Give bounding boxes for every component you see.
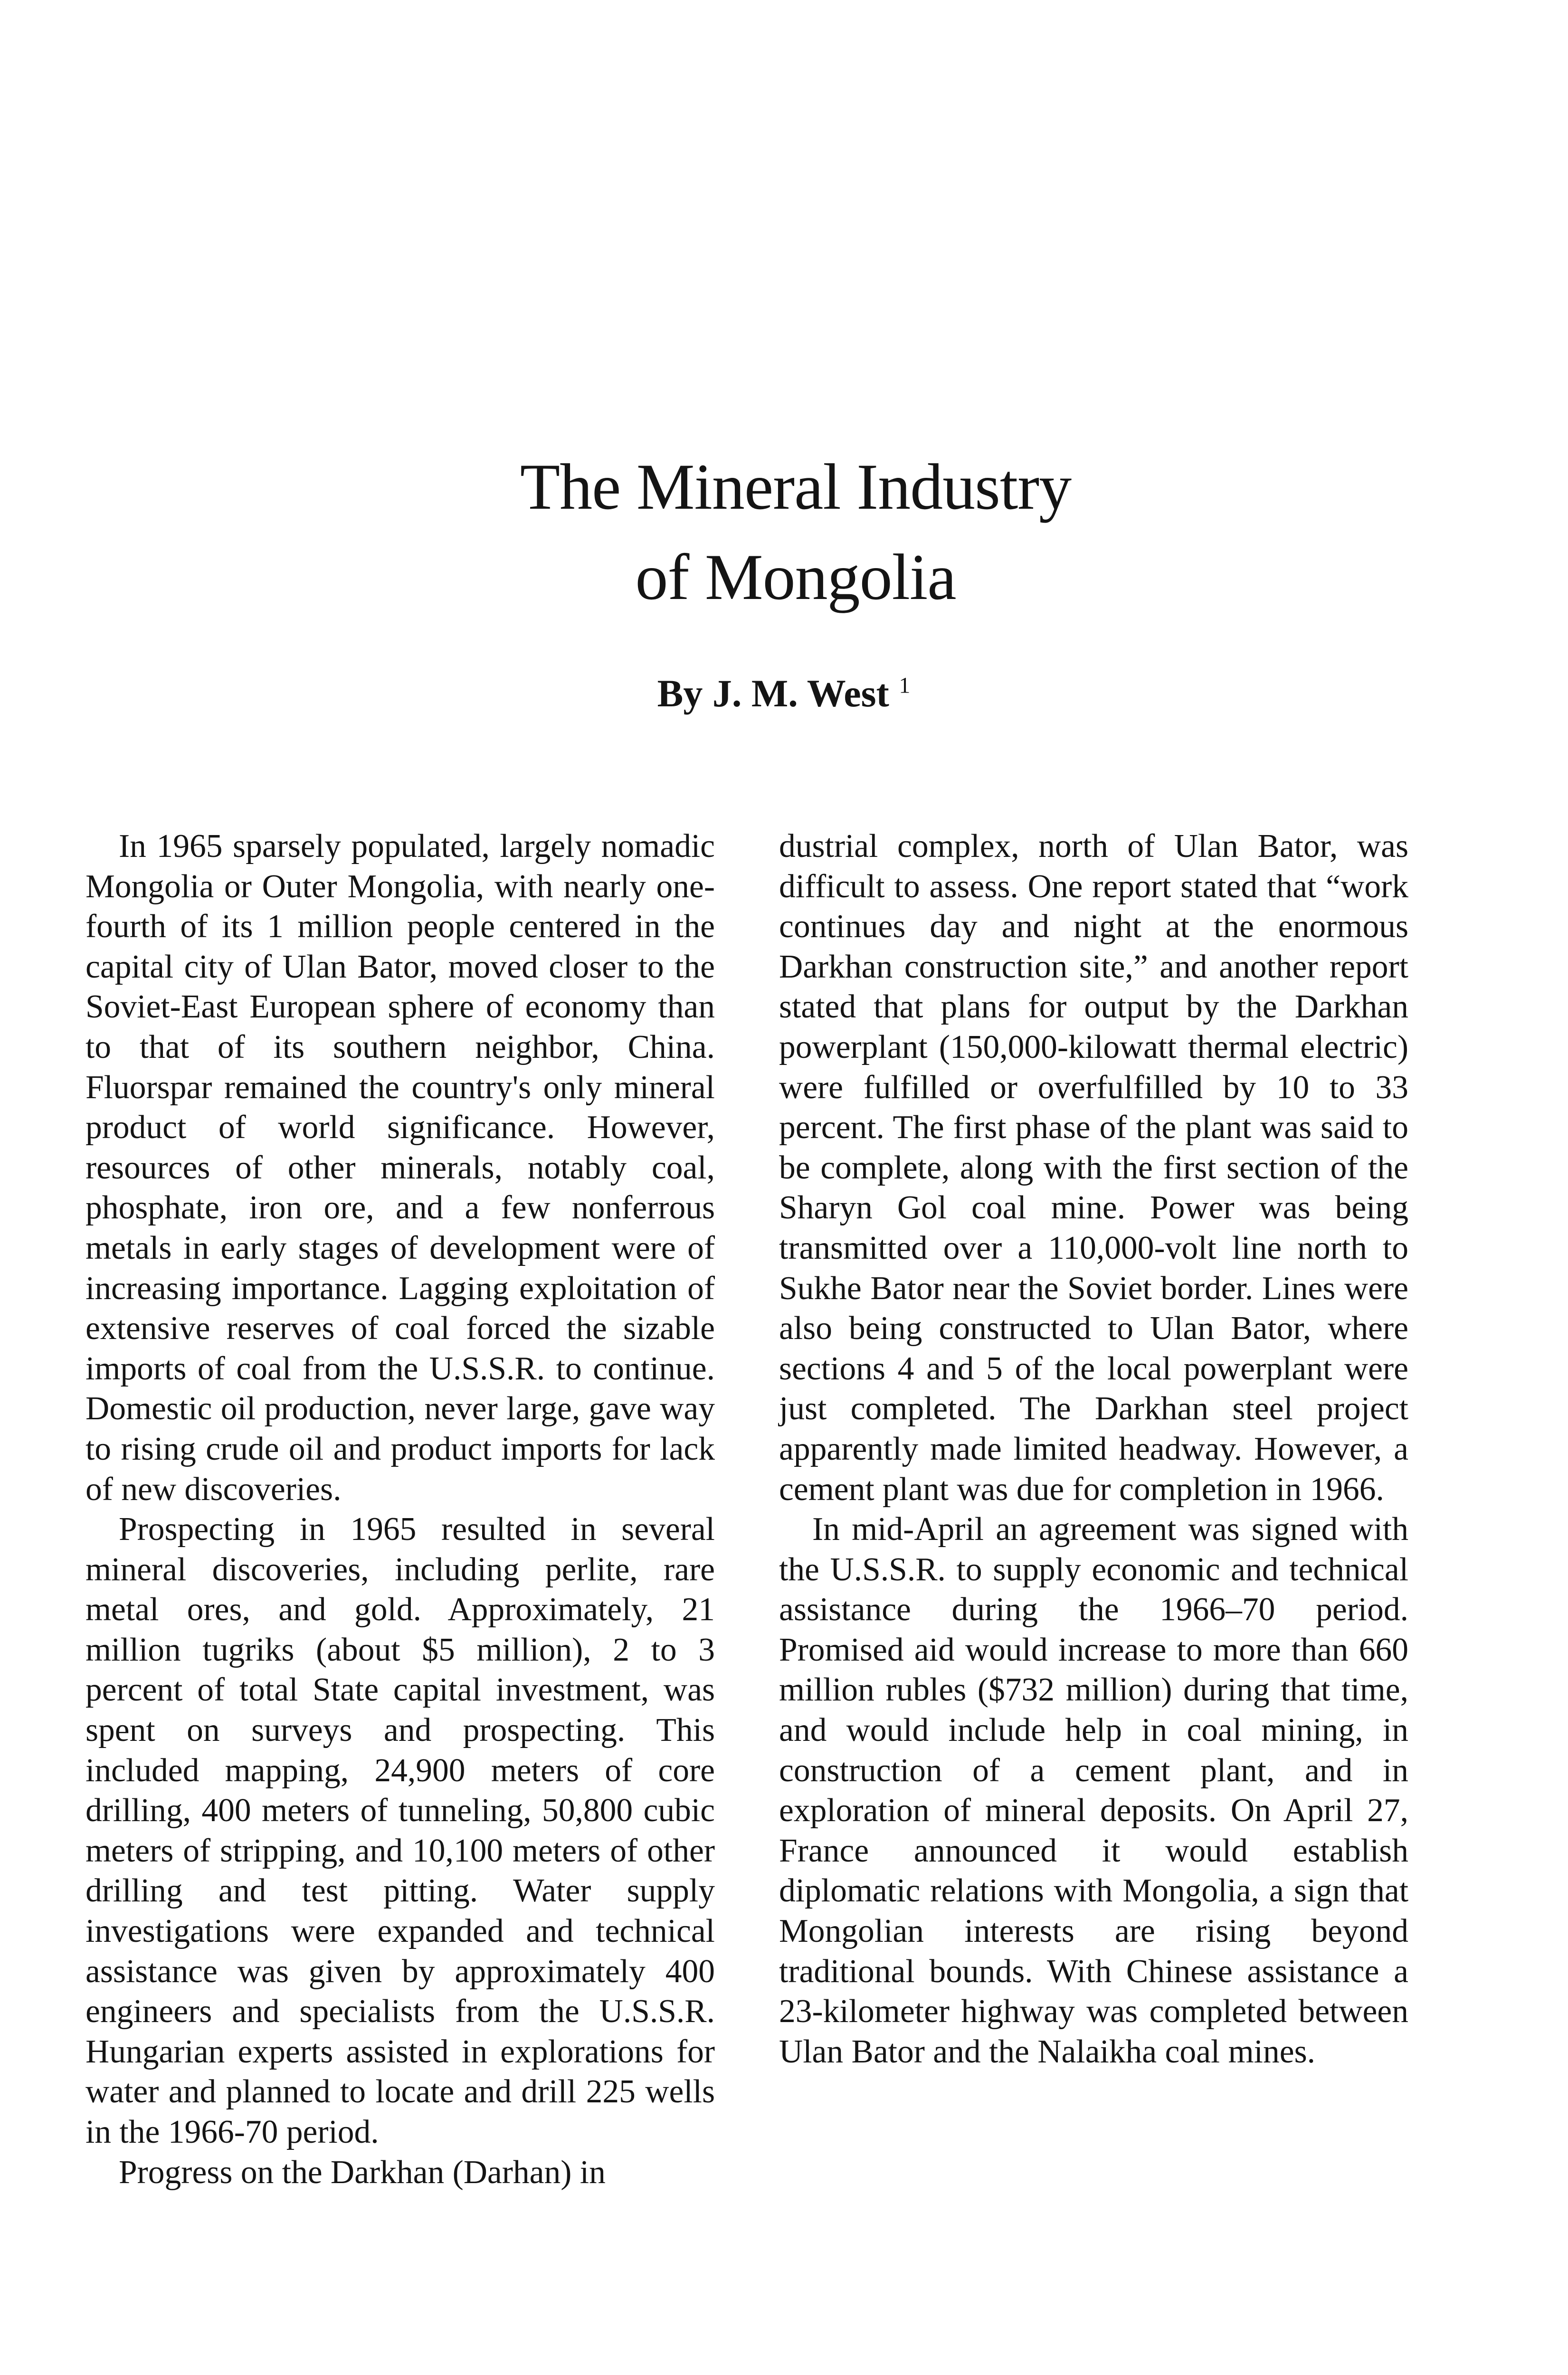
paragraph-3-continued: dustrial complex, north of Ulan Bator, was difficult to assess. One report stated that “work continues day and night at the enormous Darkhan construction site,” and another report stated that plans for output by the Darkhan powerplant (150,000-kilowatt thermal electric) were fulfilled or overfulfilled by 10 to 33 percent. The first phase of the plant was said to be complete, along with the first section of the Sharyn Gol coal mine. Power was being transmitted over a 110,000-volt line north to Sukhe Bator near the Soviet border. Lines were also being constructed to Ulan Bator, where sections 4 and 5 of the local powerplant were just completed. The Darkhan steel project apparently made limited headway. However, a cement plant was due for completion in 1966.: [779, 828, 1408, 1508]
paragraph-4: In mid-April an agreement was signed with the U.S.S.R. to supply economic and technical assistance during the 1966–70 period. Promised aid would increase to more than 660 million rubles ($732 million) during that time, and would include help in coal mining, in construction of a cement plant, and in exploration of mineral deposits. On April 27, France announced it would establish diplomatic relations with Mongolia, a sign that Mongolian interests are rising beyond traditional bounds. With Chinese assistance a 23-kilometer highway was completed between Ulan Bator and the Nalaikha coal mines.: [779, 1511, 1408, 2070]
paragraph-1: In 1965 sparsely populated, largely nomadic Mongolia or Outer Mongolia, with nearly one-fourth of its 1 million people centered in the capital city of Ulan Bator, moved closer to the Soviet-East European sphere of economy than to that of its southern neighbor, China. Fluorspar remained the country's only mineral product of world significance. However, resources of other minerals, notably coal, phosphate, iron ore, and a few nonferrous metals in early stages of development were of increasing importance. Lagging exploitation of extensive reserves of coal forced the sizable imports of coal from the U.S.S.R. to continue. Domestic oil production, never large, gave way to rising crude oil and product imports for lack of new discoveries.: [86, 828, 715, 1508]
paragraph-3-start: Progress on the Darkhan (Darhan) in: [119, 2154, 606, 2191]
title-line-1: The Mineral Industry: [520, 450, 1072, 523]
author-byline: [475, 670, 1093, 717]
article-title: [380, 442, 1211, 622]
title-line-2: of Mongolia: [635, 541, 956, 613]
author-name: By J. M. West: [657, 672, 889, 715]
paragraph-2: Prospecting in 1965 resulted in several mineral discoveries, including perlite, rare metal ores, and gold. Approximately, 21 million tugriks (about $5 million), 2 to 3 percent of total State capital investment, was spent on surveys and prospecting. This included mapping, 24,900 meters of core drilling, 400 meters of tunneling, 50,800 cubic meters of stripping, and 10,100 meters of other drilling and test pitting. Water supply investigations were expanded and technical assistance was given by approximately 400 engineers and specialists from the U.S.S.R. Hungarian experts assisted in explorations for water and planned to locate and drill 225 wells in the 1966-70 period.: [86, 1511, 715, 2150]
byline-footnote-marker: 1: [899, 673, 911, 698]
left-column: [86, 826, 715, 2193]
right-column: [779, 826, 1408, 2072]
